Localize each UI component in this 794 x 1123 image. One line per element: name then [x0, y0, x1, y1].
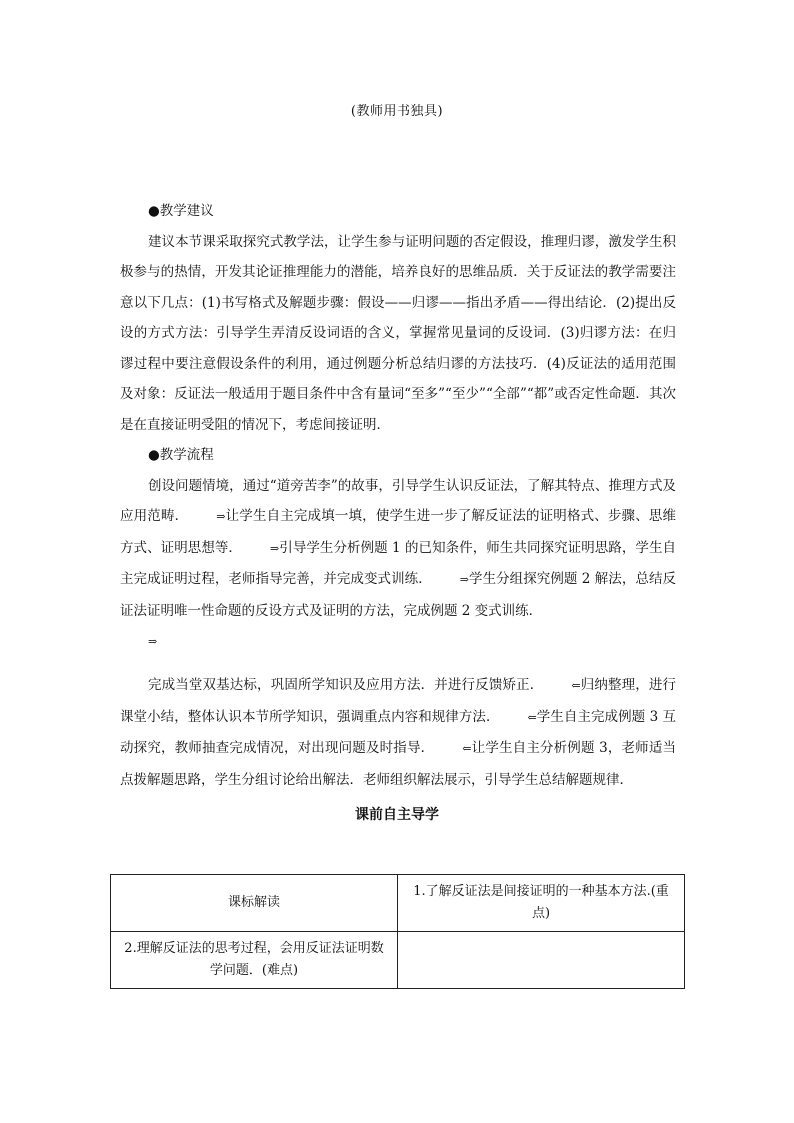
flow-step-4: 学生分组探究例题 2 解法，总结反证法证明唯一性命题的反设方式及证明的方法，完成例题 2 变式训练．	[120, 571, 677, 619]
teaching-flow-heading: ●教学流程	[148, 447, 214, 463]
teaching-flow-paragraph-1	[120, 471, 676, 627]
table-cell: 1.了解反证法是间接证明的一种基本方法.(重点)	[398, 875, 685, 932]
teaching-suggestion-paragraph: 建议本节课采取探究式教学法，让学生参与证明问题的否定假设，推理归谬，激发学生积极参与的热情，开发其论证推理能力的潜能，培养良好的思维品质．关于反证法的教学需要注意以下几点：(1)书写格式及解题步骤：假设——归谬——指出矛盾——得出结论．(2)提出反设的方式方法：引导学生弄清反设词语的含义，掌握常见量词的反设词．(3)归谬方法：在归谬过程中要注意假设条件的利用，通过例题分析总结归谬的方法技巧．(4)反证法的适用范围及对象：反证法一般适用于题目条件中含有量词“至多”“至少”“全部”“都”或否定性命题．其次是在直接证明受阻的情况下，考虑间接证明．	[120, 233, 676, 433]
flow-step-2: 让学生自主完成填一填，使学生进一步了解反证法的证明格式、步骤、思维方式、证明思想等．	[120, 508, 677, 556]
teaching-flow-paragraph-2	[120, 670, 676, 795]
flow-down-arrow	[120, 626, 676, 656]
arrow-left-icon: ⇐	[527, 710, 537, 724]
arrow-left-icon: ⇐	[571, 679, 581, 692]
teaching-suggestion-heading: ●教学建议	[148, 203, 214, 219]
table-row	[111, 932, 685, 989]
flow-step-8: 完成当堂双基达标，巩固所学知识及应用方法．并进行反馈矫正．	[148, 677, 544, 693]
flow-step-3: 引导学生分析例题 1 的已知条件，师生共同探究证明思路，学生自主完成证明过程，老师指导完善，并完成变式训练．	[120, 539, 677, 587]
table-cell	[398, 932, 685, 989]
arrow-left-icon: ⇐	[462, 742, 472, 755]
page-header: (教师用书独具)	[350, 104, 444, 119]
flow-step-6: 学生自主完成例题 3 互动探究，教师抽查完成情况，对出现问题及时指导．	[120, 708, 677, 756]
arrow-down-icon: ⇒	[148, 635, 158, 648]
arrow-icon: ⇒	[216, 510, 226, 523]
table-cell: 课标解读	[111, 875, 398, 932]
table-row	[111, 875, 685, 932]
flow-step-7: 归纳整理，进行课堂小结，整体认识本节所学知识，强调重点内容和规律方法．	[120, 677, 677, 725]
flow-step-1: 创设问题情境，通过“道旁苦李”的故事，引导学生认识反证法，了解其特点、推理方式及应用范畴．	[120, 477, 676, 524]
table-cell: 2.理解反证法的思考过程，会用反证法证明数学问题．(难点)	[111, 932, 398, 989]
section-title: 课前自主导学	[355, 807, 439, 823]
main-content	[120, 196, 676, 795]
flow-step-5: 让学生自主分析例题 3，老师适当点拨解题思路，学生分组讨论给出解法．老师组织解法展示，引导学生总结解题规律．	[120, 740, 677, 788]
arrow-icon: ⇒	[270, 541, 280, 555]
curriculum-table	[110, 874, 685, 989]
arrow-icon: ⇒	[459, 573, 469, 586]
